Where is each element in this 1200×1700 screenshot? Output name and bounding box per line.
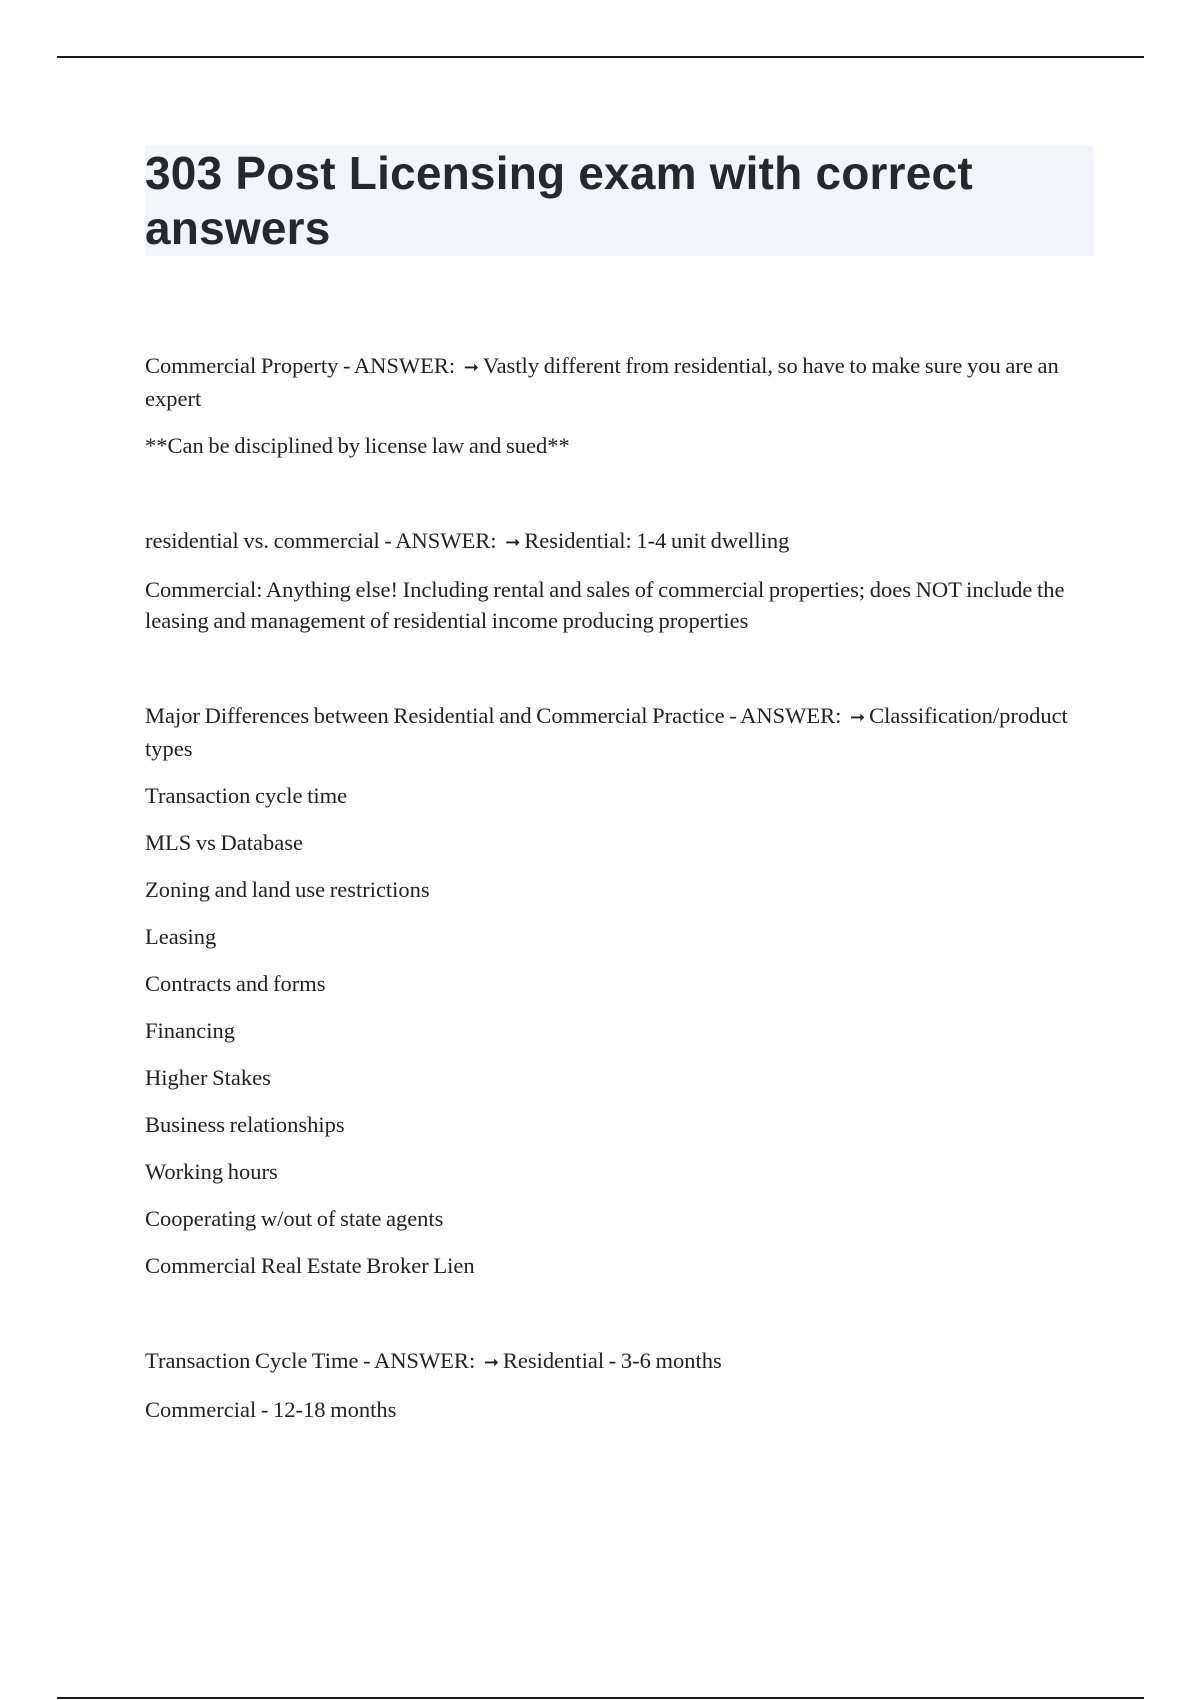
qa-answer-line: Leasing [145, 924, 217, 949]
qa-answer-line: Commercial - 12-18 months [145, 1397, 397, 1422]
qa-question-line [145, 525, 1090, 558]
qa-answer-line: Zoning and land use restrictions [145, 877, 430, 902]
page-title: 303 Post Licensing exam with correct answers [145, 147, 973, 254]
qa-answer-line: MLS vs Database [145, 830, 303, 855]
qa-answer-line: Contracts and forms [145, 971, 326, 996]
bottom-divider [57, 1697, 1144, 1699]
qa-answer-line: Cooperating w/out of state agents [145, 1206, 444, 1231]
top-divider [57, 56, 1144, 58]
qa-answer-line: Transaction cycle time [145, 783, 348, 808]
qa-answer-line: Working hours [145, 1159, 278, 1184]
title-block [145, 146, 1093, 256]
qa-item [145, 525, 1090, 636]
arrow-right-icon: ➞ [850, 707, 866, 728]
arrow-right-icon: ➞ [463, 357, 479, 378]
answer-marker: - ANSWER: [358, 1348, 480, 1373]
qa-question-line [145, 1345, 1090, 1378]
answer-marker: - ANSWER: [379, 528, 502, 553]
qa-answer-line: Commercial: Anything else! Including rental and sales of commercial properties; does NOT include the leasing and management of residential income producing properties [145, 577, 1065, 633]
qa-question: Major Differences between Residential and Commercial Practice [145, 703, 725, 728]
qa-answer-line: Business relationships [145, 1112, 345, 1137]
qa-item [145, 350, 1090, 461]
qa-answer-line: Commercial Real Estate Broker Lien [145, 1253, 475, 1278]
answer-marker: - ANSWER: [724, 703, 846, 728]
qa-question-line [145, 350, 1090, 414]
qa-question-line [145, 700, 1090, 764]
qa-question: Transaction Cycle Time [145, 1348, 359, 1373]
qa-answer-line: Financing [145, 1018, 235, 1043]
qa-question: Commercial Property [145, 353, 339, 378]
qa-answer-first: Classification/product types [145, 703, 1068, 761]
qa-item [145, 1345, 1090, 1425]
arrow-right-icon: ➞ [505, 532, 521, 553]
document-body [145, 350, 1090, 1425]
qa-answer-first: Vastly different from residential, so have to make sure you are an expert [145, 353, 1059, 411]
arrow-right-icon: ➞ [483, 1352, 499, 1373]
answer-marker: - ANSWER: [338, 353, 460, 378]
qa-answer-first: Residential: 1-4 unit dwelling [524, 528, 790, 553]
qa-answer-line: **Can be disciplined by license law and sued** [145, 433, 570, 458]
qa-answer-line: Higher Stakes [145, 1065, 271, 1090]
qa-answer-first: Residential - 3-6 months [502, 1348, 722, 1373]
qa-item [145, 700, 1090, 1281]
qa-question: residential vs. commercial [145, 528, 380, 553]
